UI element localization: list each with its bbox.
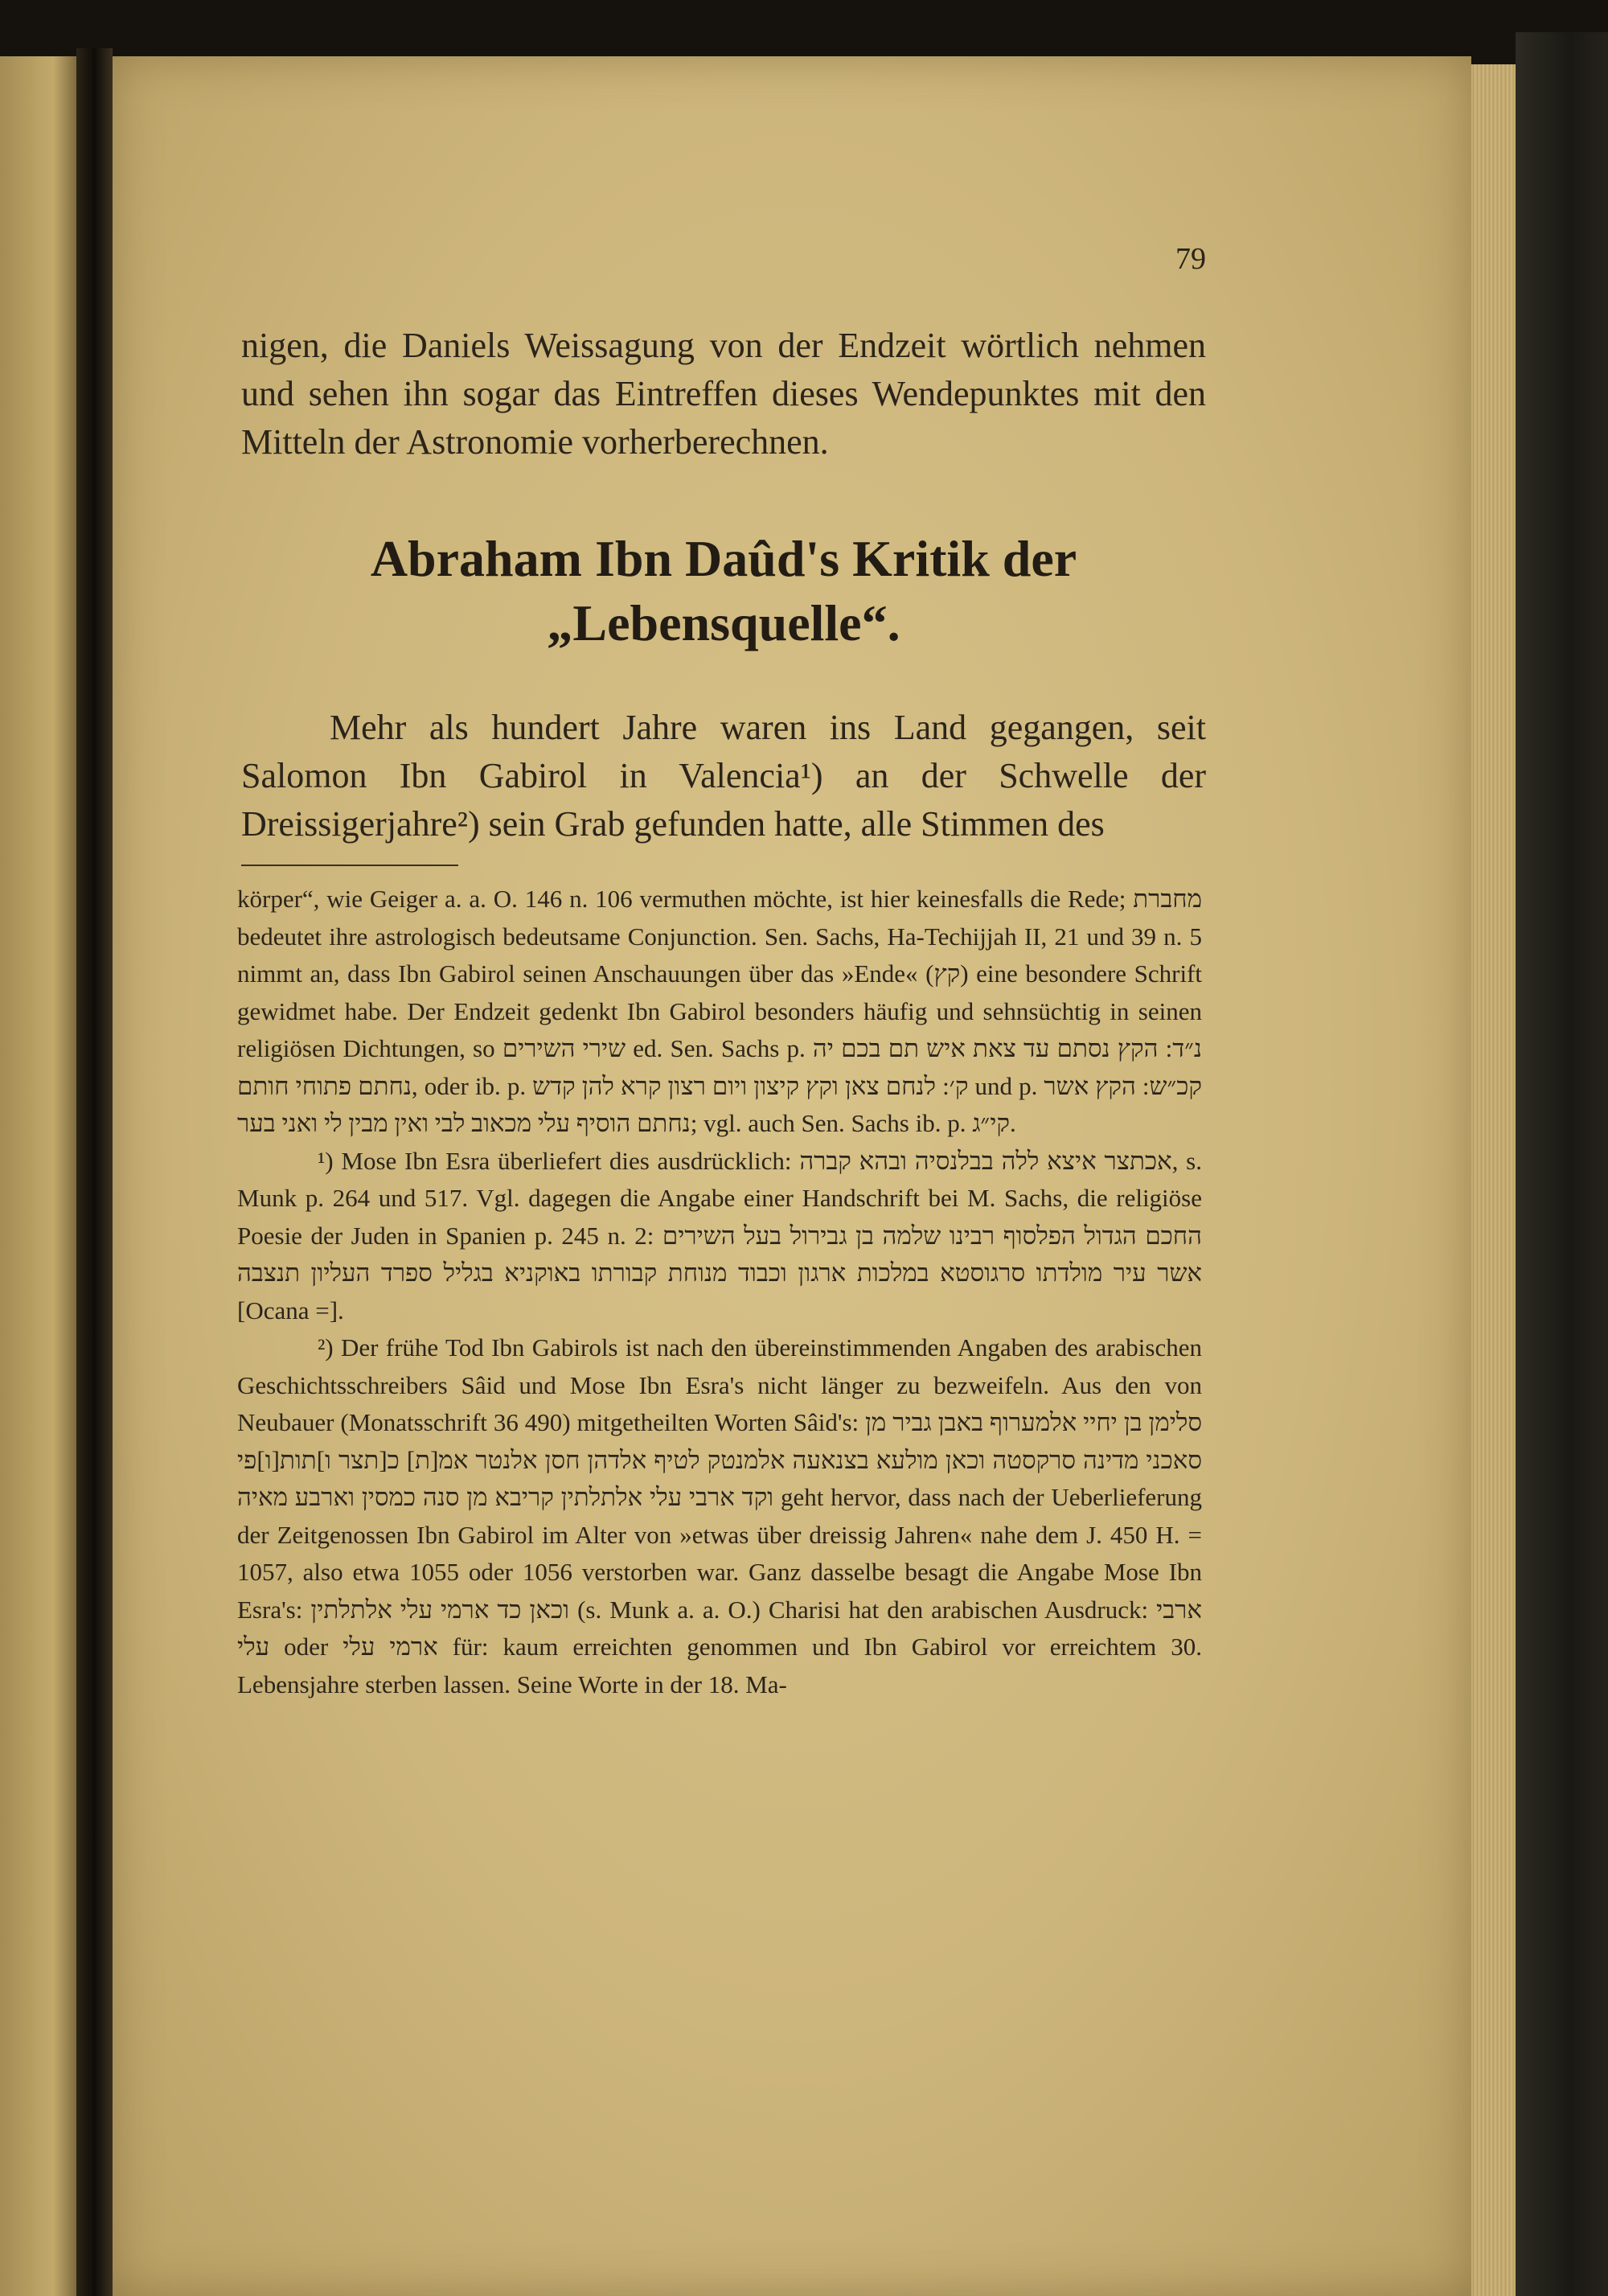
body-paragraph: Mehr als hundert Jahre waren ins Land gegangen, seit Salomon Ibn Gabirol in Valencia¹) an der Schwelle der Dreissigerjahre²) sein Grab gefunden hatte, alle Stimmen des <box>241 708 1206 844</box>
footnote-2: ²) Der frühe Tod Ibn Gabirols ist nach den übereinstimmenden Angaben des arabischen Geschichtsschreibers Sâid und Mose Ibn Esra's nicht länger zu bezweifeln. Aus den von Neubauer (Monatsschrift 36 490) mitgetheilten Worten Sâid's: סלימן בן יחיי אלמערוף באבן גביר מן סאכני מדינה סרקסטה וכאן מולעא בצנאעה אלמנטק לטיף אלדהן חסן אלנטר אמ[ת] כ[תצר ו]תות[ו]פי וקד ארבי עלי אלתלתין קריבא מן סנה כמסין וארבע מאיה geht hervor, dass nach der Ueberlieferung der Zeitgenossen Ibn Gabirol im Alter von »etwas über dreissig Jahren« nahe dem J. 450 H. = 1057, also etwa 1055 oder 1056 verstorben war. Ganz dasselbe besagt die Angabe Mose Ibn Esra's: וכאן כד ארמי עלי אלתלתין (s. Munk a. a. O.) Charisi hat den arabischen Ausdruck: ארבי עלי oder ארמי עלי für: kaum erreichten genommen und Ibn Gabirol vor erreichtem 30. Lebensjahre sterben lassen. Seine Worte in der 18. Ma- <box>237 1333 1203 1698</box>
footnotes <box>237 881 1202 1703</box>
section-heading: Abraham Ibn Daûd's Kritik der „Lebensquelle“. <box>370 530 1077 651</box>
top-paragraph: nigen, die Daniels Weissagung von der Endzeit wörtlich nehmen und sehen ihn sogar das Eintreffen dieses Wendepunktes mit den Mitteln der Astronomie vorherberechnen. <box>241 326 1206 462</box>
footnote-rule <box>241 865 458 866</box>
book-cover <box>1516 32 1608 2296</box>
footnote-continuation: körper“, wie Geiger a. a. O. 146 n. 106 vermuthen möchte, ist hier keinesfalls die Rede; מחברת bedeutet ihre astrologisch bedeutsame Conjunction. Sen. Sachs, Ha-Techijjah II, 21 und 39 n. 5 nimmt an, dass Ibn Gabirol seinen Anschauungen über das »Ende« (קץ) eine besondere Schrift gewidmet habe. Der Endzeit gedenkt Ibn Gabirol besonders häufig und sehnsüchtig in seinen religiösen Dichtungen, so שירי השירים ed. Sen. Sachs p. נ״ד: הקץ נסתם עד צאת איש תם בכם יה נחתם פתוחי חותם, oder ib. p. ק׳: לנחם צאן וקץ קיצון ויום רצון קרא להן קדש und p. קכ״ש: הקץ אשר נחתם הוסיף עלי מכאוב לבי ואין מבין לי ואני בער; vgl. auch Sen. Sachs ib. p. קי״ג. <box>237 885 1203 1137</box>
left-page-edge <box>0 56 76 2296</box>
footnote-1: ¹) Mose Ibn Esra überliefert dies ausdrücklich: אכתצר איצא ללה בבלנסיה ובהא קברה, s. Munk p. 264 und 517. Vgl. dagegen die Angabe einer Handschrift bei M. Sachs, die religiöse Poesie der Juden in Spanien p. 245 n. 2: החכם הגדול הפלסוף רבינו שלמה בן גבירול בעל השירים אשר עיר מולדתו סרגוסטא במלכות ארגון וכבוד מנוחת קבורתו באוקניא בגליל ספרד העליון תנצבה [Ocana =]. <box>237 1146 1202 1325</box>
book-gutter <box>76 48 113 2296</box>
page-stack-edge <box>1471 64 1516 2296</box>
page-number: 79 <box>1175 242 1206 276</box>
